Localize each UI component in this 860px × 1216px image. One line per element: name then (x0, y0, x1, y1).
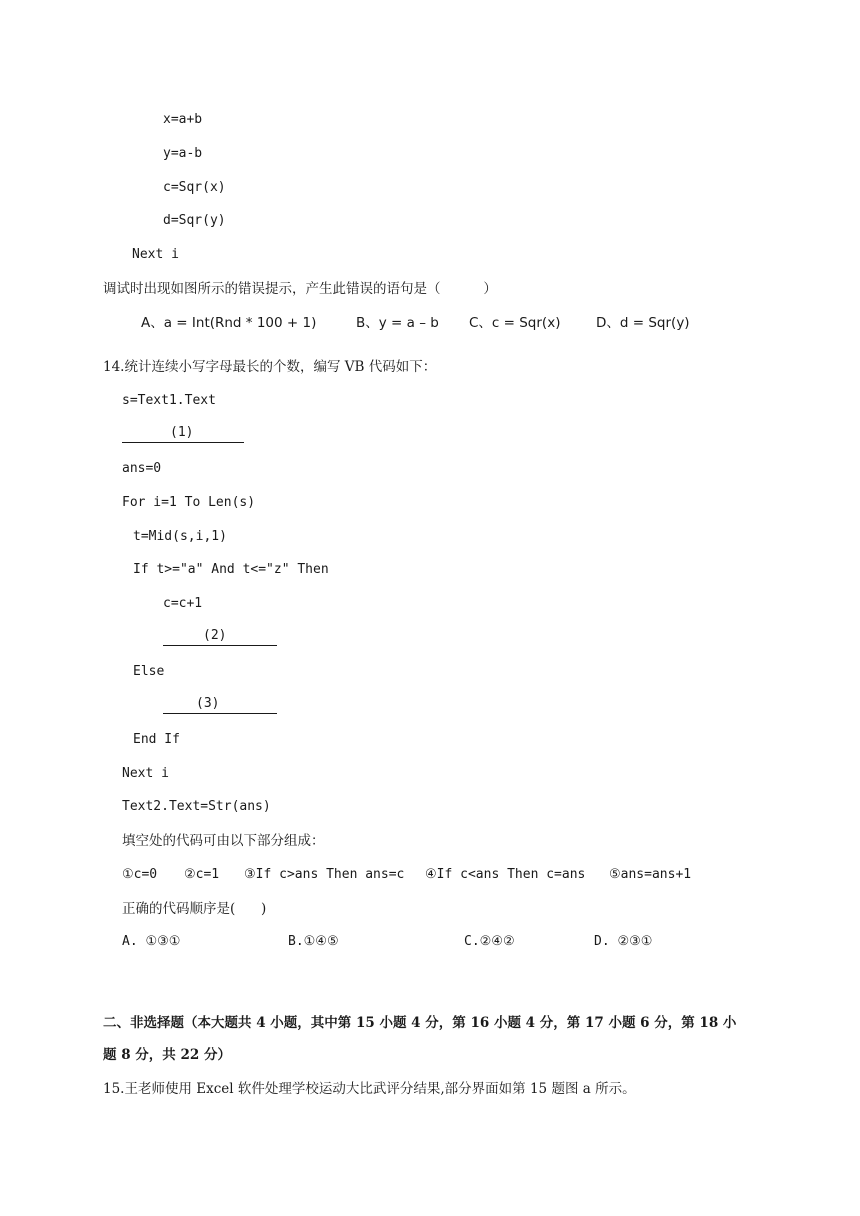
q14-answer-a: A. ①③① (122, 934, 181, 949)
q14-blank-2 (163, 627, 277, 646)
section2-heading-line1: 二、非选择题（本大题共 4 小题，其中第 15 小题 4 分，第 16 小题 4 分，第 17 小题 6 分，第 18 小 (103, 1015, 737, 1031)
q14-code-s: s=Text1.Text (122, 393, 216, 408)
q13-option-b: B、y = a – b (356, 315, 439, 331)
q14-code-mid: t=Mid(s,i,1) (133, 529, 227, 544)
q14-fill-intro: 填空处的代码可由以下部分组成： (122, 833, 325, 849)
q14-answer-d: D. ②③① (594, 934, 653, 949)
code-line-c: c=Sqr(x) (163, 180, 226, 195)
q14-code-endif: End If (133, 732, 180, 747)
q14-code-ans: ans=0 (122, 461, 162, 476)
q14-answer-c: C.②④② (464, 934, 515, 949)
q14-part-1: ①c=0 (122, 867, 158, 882)
q14-code-if: If t>="a" And t<="z" Then (133, 562, 329, 577)
q14-code-for: For i=1 To Len(s) (122, 495, 256, 510)
q14-answer-b: B.①④⑤ (288, 934, 339, 949)
q14-blank-3-label: (3) (196, 696, 220, 711)
q14-blank-1 (122, 424, 244, 443)
q14-part-4: ④If c<ans Then c=ans (425, 867, 586, 882)
code-line-y: y=a-b (163, 146, 203, 161)
code-line-x: x=a+b (163, 112, 203, 127)
q15-text: 15.王老师使用 Excel 软件处理学校运动大比武评分结果,部分界面如第 15 题图 a 所示。 (103, 1081, 636, 1097)
q13-prompt: 调试时出现如图所示的错误提示，产生此错误的语句是（ ） (103, 281, 497, 297)
q14-blank-3 (163, 695, 277, 714)
q13-option-d: D、d = Sqr(y) (596, 315, 690, 331)
q14-code-inc: c=c+1 (163, 596, 203, 611)
code-line-d: d=Sqr(y) (163, 213, 226, 228)
code-line-next: Next i (132, 247, 179, 262)
section2-heading-line2: 题 8 分，共 22 分） (103, 1047, 231, 1063)
q14-order-prompt: 正确的代码顺序是( ) (122, 901, 267, 917)
q14-code-next: Next i (122, 766, 169, 781)
q13-option-c: C、c = Sqr(x) (469, 315, 561, 331)
q14-blank-1-label: (1) (170, 425, 194, 440)
q14-blank-2-label: (2) (203, 628, 227, 643)
q14-title: 14.统计连续小写字母最长的个数，编写 VB 代码如下： (103, 359, 437, 375)
q14-code-else: Else (133, 664, 165, 679)
q14-code-output: Text2.Text=Str(ans) (122, 799, 271, 814)
q13-option-a: A、a = Int(Rnd * 100 + 1) (141, 315, 317, 331)
q14-part-3: ③If c>ans Then ans=c (244, 867, 405, 882)
q14-part-5: ⑤ans=ans+1 (609, 867, 692, 882)
q14-part-2: ②c=1 (184, 867, 220, 882)
